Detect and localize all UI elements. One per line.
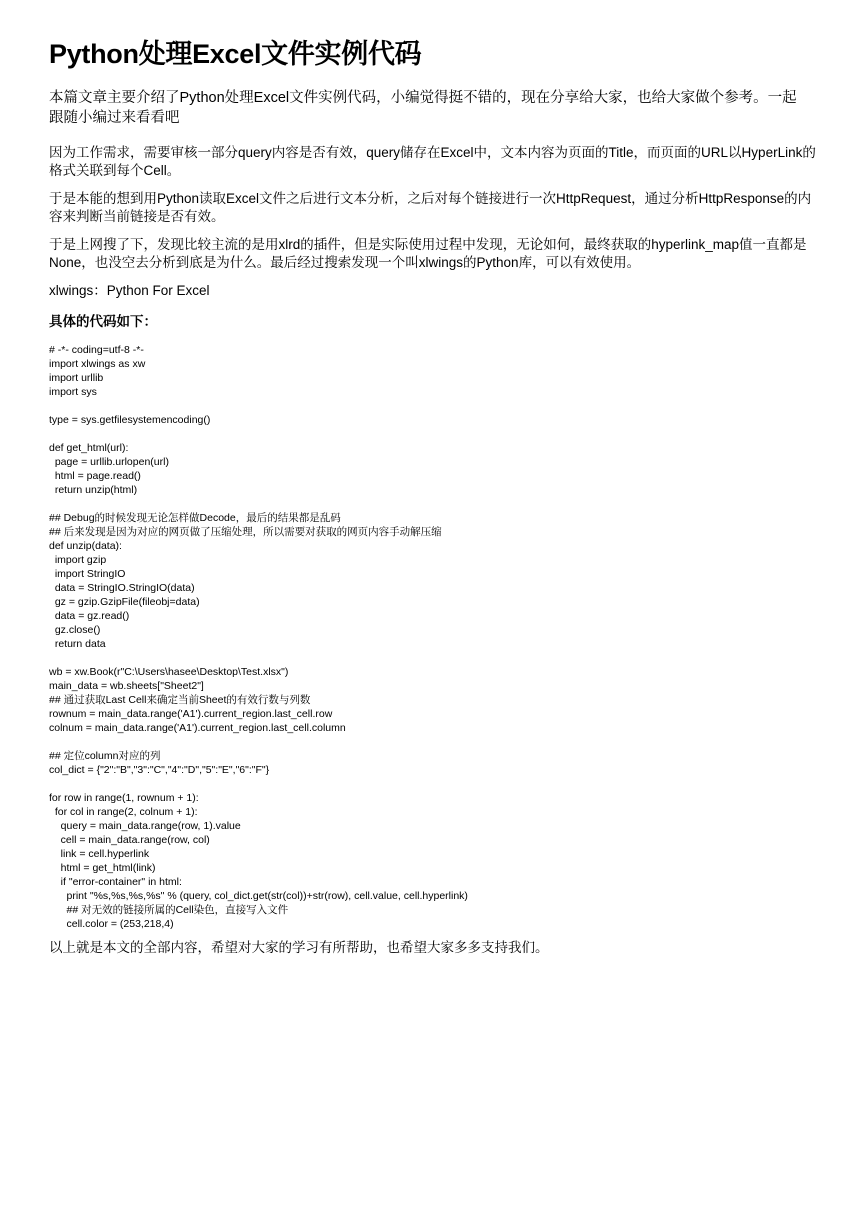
code-line: import gzip	[49, 554, 107, 566]
code-block	[49, 343, 817, 931]
page-title: Python处理Excel文件实例代码	[49, 39, 422, 69]
code-line: ## 后来发现是因为对应的网页做了压缩处理，所以需要对获取的网页内容手动解压缩	[49, 526, 442, 538]
code-line: ## 定位column对应的列	[49, 750, 161, 762]
code-line: main_data = wb.sheets["Sheet2"]	[49, 680, 204, 692]
code-line: print "%s,%s,%s,%s" % (query, col_dict.get(str(col))+str(row), cell.value, cell.hyperlink)	[49, 890, 468, 902]
code-line	[49, 651, 817, 665]
code-line: import StringIO	[49, 568, 126, 580]
code-line: page = urllib.urlopen(url)	[49, 456, 169, 468]
code-line: # -*- coding=utf-8 -*-	[49, 344, 144, 356]
code-line	[49, 497, 817, 511]
code-line: cell.color = (253,218,4)	[49, 918, 174, 930]
code-line: html = page.read()	[49, 470, 141, 482]
code-line: query = main_data.range(row, 1).value	[49, 820, 241, 832]
code-line: colnum = main_data.range('A1').current_region.last_cell.column	[49, 722, 346, 734]
code-line: def get_html(url):	[49, 442, 129, 454]
code-line: type = sys.getfilesystemencoding()	[49, 414, 211, 426]
code-line: return data	[49, 638, 106, 650]
code-line: def unzip(data):	[49, 540, 122, 552]
code-line	[49, 777, 817, 791]
code-line	[49, 399, 817, 413]
code-line: for row in range(1, rownum + 1):	[49, 792, 199, 804]
code-line: data = StringIO.StringIO(data)	[49, 582, 195, 594]
code-line: import urllib	[49, 372, 104, 384]
body-paragraph: 于是上网搜了下，发现比较主流的是用xlrd的插件，但是实际使用过程中发现，无论如何，最终获取的hyperlink_map值一直都是None，也没空去分析到底是为什么。最后经过搜索发现一个叫xlwings的Python库，可以有效使用。	[49, 237, 807, 270]
code-line: for col in range(2, colnum + 1):	[49, 806, 198, 818]
intro-paragraph: 本篇文章主要介绍了Python处理Excel文件实例代码，小编觉得挺不错的，现在分享给大家，也给大家做个参考。一起跟随小编过来看看吧	[49, 90, 797, 126]
code-heading: 具体的代码如下：	[49, 314, 157, 329]
code-line: ## 通过获取Last Cell来确定当前Sheet的有效行数与列数	[49, 694, 311, 706]
code-line: import xlwings as xw	[49, 358, 146, 370]
code-line: rownum = main_data.range('A1').current_region.last_cell.row	[49, 708, 333, 720]
body-paragraph: 于是本能的想到用Python读取Excel文件之后进行文本分析，之后对每个链接进行一次HttpRequest，通过分析HttpResponse的内容来判断当前链接是否有效。	[49, 191, 812, 224]
code-line: col_dict = {"2":"B","3":"C","4":"D","5":"E","6":"F"}	[49, 764, 270, 776]
code-line	[49, 427, 817, 441]
code-line: if "error-container" in html:	[49, 876, 182, 888]
code-line: return unzip(html)	[49, 484, 138, 496]
closing-paragraph: 以上就是本文的全部内容，希望对大家的学习有所帮助，也希望大家多多支持我们。	[49, 940, 549, 955]
code-line: html = get_html(link)	[49, 862, 156, 874]
code-line: cell = main_data.range(row, col)	[49, 834, 210, 846]
article	[49, 36, 817, 957]
code-line: ## 对无效的链接所属的Cell染色，直接写入文件	[49, 904, 289, 916]
code-line	[49, 735, 817, 749]
library-line: xlwings：Python For Excel	[49, 283, 210, 298]
code-line: link = cell.hyperlink	[49, 848, 150, 860]
code-line: import sys	[49, 386, 97, 398]
body-paragraph: 因为工作需求，需要审核一部分query内容是否有效，query储存在Excel中，文本内容为页面的Title，而页面的URL以HyperLink的格式关联到每个Cell。	[49, 145, 816, 178]
code-line: ## Debug的时候发现无论怎样做Decode，最后的结果都是乱码	[49, 512, 341, 524]
code-line: data = gz.read()	[49, 610, 130, 622]
code-line: gz.close()	[49, 624, 101, 636]
code-line: wb = xw.Book(r"C:\Users\hasee\Desktop\Test.xlsx")	[49, 666, 289, 678]
code-line: gz = gzip.GzipFile(fileobj=data)	[49, 596, 200, 608]
